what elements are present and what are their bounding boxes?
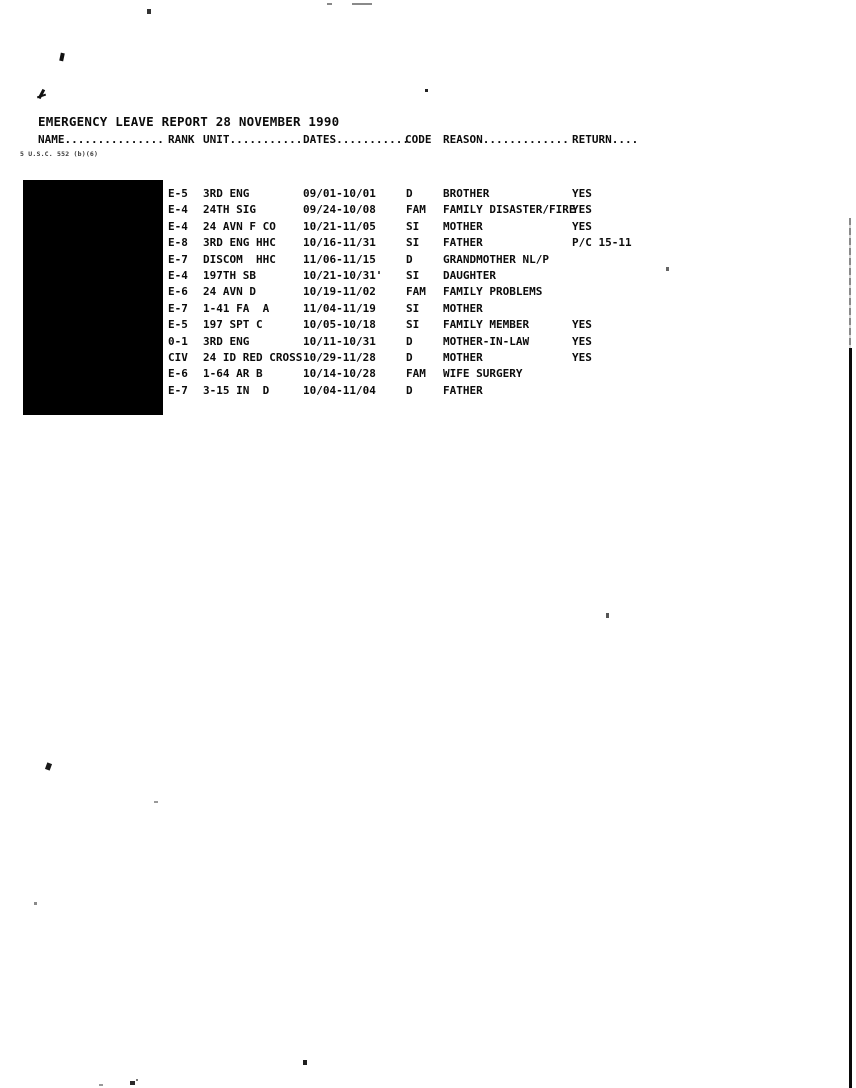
cell-return: YES bbox=[572, 334, 592, 348]
scan-edge-line-bottom bbox=[849, 348, 852, 1088]
col-header-reason: REASON............. bbox=[443, 133, 569, 146]
scan-edge-line-top bbox=[849, 218, 851, 350]
table-row bbox=[0, 269, 856, 283]
cell-dates: 10/21-10/31 bbox=[303, 269, 376, 282]
cell-rank: E-4 bbox=[168, 219, 188, 233]
cell-dates: 10/19-11/02 bbox=[303, 285, 376, 299]
cell-unit: 1-41 FA A bbox=[203, 301, 270, 315]
cell-unit: 24TH SIG bbox=[203, 203, 256, 217]
table-row bbox=[0, 335, 856, 349]
col-header-return: RETURN.... bbox=[572, 133, 639, 146]
cell-unit: 197TH SB bbox=[203, 269, 256, 282]
cell-unit: 1-64 AR B bbox=[203, 367, 263, 381]
column-header-row bbox=[0, 133, 856, 147]
col-header-name: NAME............... bbox=[38, 133, 164, 146]
ink-speck bbox=[666, 267, 669, 271]
table-row bbox=[0, 302, 856, 316]
ink-speck bbox=[303, 1060, 307, 1065]
cell-rank: E-5 bbox=[168, 318, 188, 332]
cell-code: FAM bbox=[406, 203, 426, 217]
cell-rank: E-7 bbox=[168, 301, 188, 315]
cell-dates: 11/04-11/19 bbox=[303, 301, 376, 315]
cell-rank: E-5 bbox=[168, 187, 188, 200]
ink-speck bbox=[34, 902, 37, 905]
col-header-rank: RANK bbox=[168, 133, 195, 146]
col-header-unit: UNIT........... bbox=[203, 133, 303, 146]
cell-rank: E-7 bbox=[168, 252, 188, 266]
ink-speck bbox=[45, 762, 52, 770]
cell-dates: 09/24-10/08 bbox=[303, 203, 376, 217]
cell-return: P/C 15-11 bbox=[572, 236, 632, 250]
cell-unit: 24 ID RED CROSS bbox=[203, 351, 303, 364]
cell-unit: DISCOM HHC bbox=[203, 252, 276, 266]
cell-reason: FATHER bbox=[443, 236, 483, 250]
col-header-dates: DATES........... bbox=[303, 133, 409, 146]
cell-rank: E-4 bbox=[168, 269, 188, 282]
cell-return: YES bbox=[572, 351, 592, 364]
cell-code: SI bbox=[406, 301, 420, 315]
cell-unit: 3RD ENG HHC bbox=[203, 236, 276, 250]
cell-dates: 09/01-10/01 bbox=[303, 187, 376, 200]
cell-reason: WIFE SURGERY bbox=[443, 367, 523, 381]
cell-code: FAM bbox=[406, 367, 426, 381]
cell-code: SI bbox=[406, 236, 420, 250]
cell-rank: E-8 bbox=[168, 236, 188, 250]
cell-rank: E-7 bbox=[168, 383, 188, 397]
cell-rank: E-6 bbox=[168, 285, 188, 299]
cell-code: D bbox=[406, 351, 413, 364]
cell-code: FAM bbox=[406, 285, 426, 299]
cell-code: D bbox=[406, 383, 413, 397]
report-title: EMERGENCY LEAVE REPORT 28 NOVEMBER 1990 bbox=[38, 114, 340, 129]
table-row bbox=[0, 203, 856, 217]
ink-speck bbox=[154, 801, 158, 803]
ink-speck bbox=[378, 271, 380, 274]
ink-speck bbox=[147, 9, 151, 14]
cell-unit: 197 SPT C bbox=[203, 318, 263, 332]
cell-return: YES bbox=[572, 187, 592, 200]
cell-return: YES bbox=[572, 318, 592, 332]
foia-exemption-label: 5 U.S.C. 552 (b)(6) bbox=[20, 150, 99, 158]
cell-reason: MOTHER bbox=[443, 351, 483, 364]
table-row bbox=[0, 318, 856, 332]
cell-reason: FAMILY MEMBER bbox=[443, 318, 530, 332]
cell-reason: FATHER bbox=[443, 383, 483, 397]
cell-code: SI bbox=[406, 219, 420, 233]
table-row bbox=[0, 236, 856, 250]
cell-reason: DAUGHTER bbox=[443, 269, 496, 282]
cell-reason: FAMILY DISASTER/FIRE bbox=[443, 203, 576, 217]
table-row bbox=[0, 285, 856, 299]
cell-dates: 10/11-10/31 bbox=[303, 334, 376, 348]
cell-code: D bbox=[406, 334, 413, 348]
cell-reason: BROTHER bbox=[443, 187, 490, 200]
cell-code: SI bbox=[406, 269, 420, 282]
cell-code: D bbox=[406, 187, 413, 200]
col-header-code: CODE bbox=[405, 133, 432, 146]
cell-dates: 10/21-11/05 bbox=[303, 219, 376, 233]
cell-rank: 0-1 bbox=[168, 334, 188, 348]
ink-speck bbox=[99, 1084, 103, 1086]
ink-speck bbox=[136, 1079, 138, 1081]
cell-dates: 10/05-10/18 bbox=[303, 318, 376, 332]
ink-speck bbox=[130, 1081, 135, 1085]
table-row bbox=[0, 253, 856, 267]
cell-return: YES bbox=[572, 219, 592, 233]
cell-dates: 10/14-10/28 bbox=[303, 367, 376, 381]
table-row bbox=[0, 384, 856, 398]
cell-unit: 24 AVN F CO bbox=[203, 219, 276, 233]
cell-unit: 24 AVN D bbox=[203, 285, 256, 299]
ink-speck bbox=[59, 53, 65, 62]
cell-unit: 3-15 IN D bbox=[203, 383, 270, 397]
ink-speck bbox=[327, 3, 332, 5]
table-row bbox=[0, 220, 856, 234]
cell-reason: MOTHER-IN-LAW bbox=[443, 334, 530, 348]
cell-reason: FAMILY PROBLEMS bbox=[443, 285, 543, 299]
ink-speck bbox=[352, 3, 372, 5]
cell-code: D bbox=[406, 252, 413, 266]
cell-return: YES bbox=[572, 203, 592, 217]
table-row bbox=[0, 367, 856, 381]
cell-dates: 10/29-11/28 bbox=[303, 351, 376, 364]
ink-speck bbox=[606, 613, 609, 618]
table-row bbox=[0, 187, 856, 201]
ink-speck bbox=[425, 89, 428, 92]
cell-code: SI bbox=[406, 318, 420, 332]
cell-dates: 10/16-11/31 bbox=[303, 236, 376, 250]
cell-rank: E-4 bbox=[168, 203, 188, 217]
cell-reason: MOTHER bbox=[443, 219, 483, 233]
cell-reason: GRANDMOTHER NL/P bbox=[443, 252, 549, 266]
cell-unit: 3RD ENG bbox=[203, 187, 250, 200]
table-row bbox=[0, 351, 856, 365]
cell-unit: 3RD ENG bbox=[203, 334, 250, 348]
cell-reason: MOTHER bbox=[443, 301, 483, 315]
cell-rank: CIV bbox=[168, 351, 188, 364]
cell-dates: 11/06-11/15 bbox=[303, 252, 376, 266]
cell-dates: 10/04-11/04 bbox=[303, 383, 376, 397]
cell-rank: E-6 bbox=[168, 367, 188, 381]
